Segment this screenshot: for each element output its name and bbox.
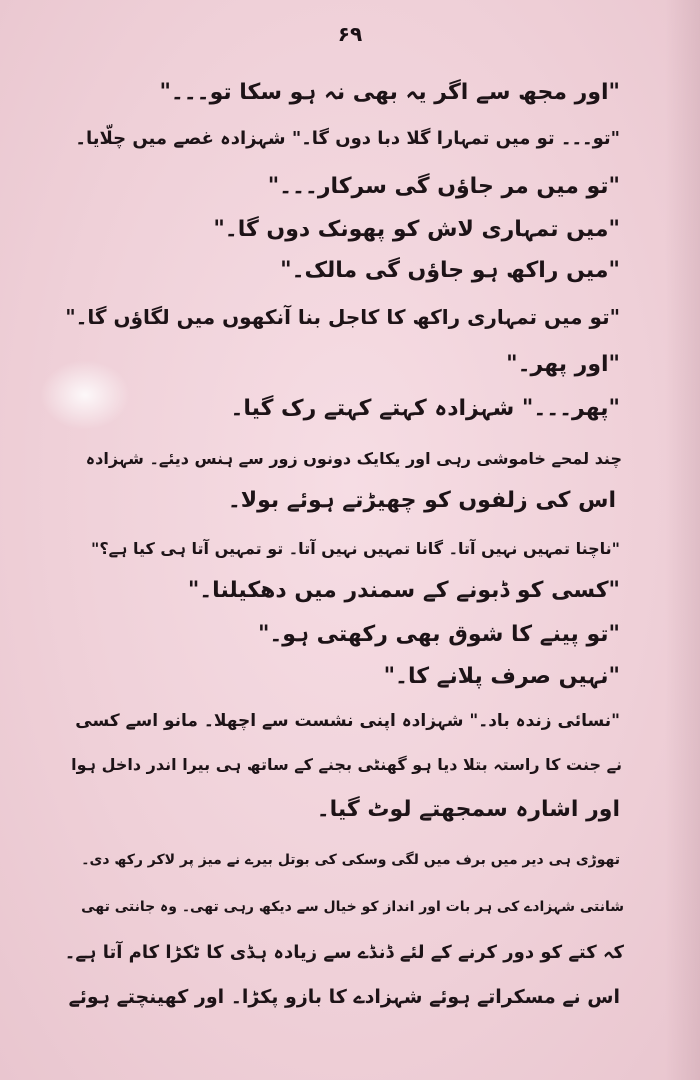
text-line: "نسائی زندہ باد۔" شہزادہ اپنی نشست سے اچھلا۔ مانو اسے کسی <box>75 711 620 731</box>
text-line: نے جنت کا راستہ بتلا دیا ہو گھنٹی بجنے کے ساتھ ہی بیرا اندر داخل ہوا <box>71 755 622 774</box>
text-line: اس کی زلفوں کو چھیڑتے ہوئے بولا۔ <box>227 488 616 513</box>
text-line: "تو میں مر جاؤں گی سرکار۔۔۔" <box>267 174 620 199</box>
text-line: کہ کتے کو دور کرنے کے لئے ڈنڈے سے زیادہ ہڈی کا ٹکڑا کام آتا ہے۔ <box>64 942 624 963</box>
page-edge-shadow <box>665 0 700 1080</box>
text-line: شانتی شہزادے کی ہر بات اور انداز کو خیال سے دیکھ رہی تھی۔ وہ جانتی تھی <box>81 899 624 915</box>
text-line: "نہیں صرف پلانے کا۔" <box>383 664 620 689</box>
light-glare <box>40 360 130 430</box>
text-line: "پھر۔۔۔" شہزادہ کہتے کہتے رک گیا۔ <box>230 396 620 421</box>
text-line: "ناچنا تمہیں نہیں آتا۔ گانا تمہیں نہیں آتا۔ تو تمہیں آتا ہی کیا ہے؟" <box>91 539 620 558</box>
text-line: "تو میں تمہاری راکھ کا کاجل بنا آنکھوں میں لگاؤں گا۔" <box>65 305 620 329</box>
text-line: "تو۔۔۔ تو میں تمہارا گلا دبا دوں گا۔" شہزادہ غصے میں چلّایا۔ <box>75 128 620 149</box>
text-line: "میں تمہاری لاش کو پھونک دوں گا۔" <box>213 217 620 242</box>
text-line: "میں راکھ ہو جاؤں گی مالک۔" <box>280 258 620 283</box>
text-line: چند لمحے خاموشی رہی اور یکایک دونوں زور سے ہنس دیئے۔ شہزادہ <box>85 449 622 468</box>
page-number: ۶۹ <box>337 22 363 46</box>
text-line: تھوڑی ہی دیر میں برف میں لگی وسکی کی بوتل بیرے نے میز پر لاکر رکھ دی۔ <box>81 852 620 868</box>
text-line: "اور مجھ سے اگر یہ بھی نہ ہو سکا تو۔۔۔" <box>159 80 620 105</box>
text-line: "کسی کو ڈبونے کے سمندر میں دھکیلنا۔" <box>187 578 620 603</box>
text-line: اس نے مسکراتے ہوئے شہزادے کا بازو پکڑا۔ اور کھینچتے ہوئے <box>68 986 620 1008</box>
text-line: اور اشارہ سمجھتے لوٹ گیا۔ <box>316 797 620 822</box>
text-line: "تو پینے کا شوق بھی رکھتی ہو۔" <box>257 622 620 647</box>
text-line: "اور پھر۔" <box>506 352 620 377</box>
